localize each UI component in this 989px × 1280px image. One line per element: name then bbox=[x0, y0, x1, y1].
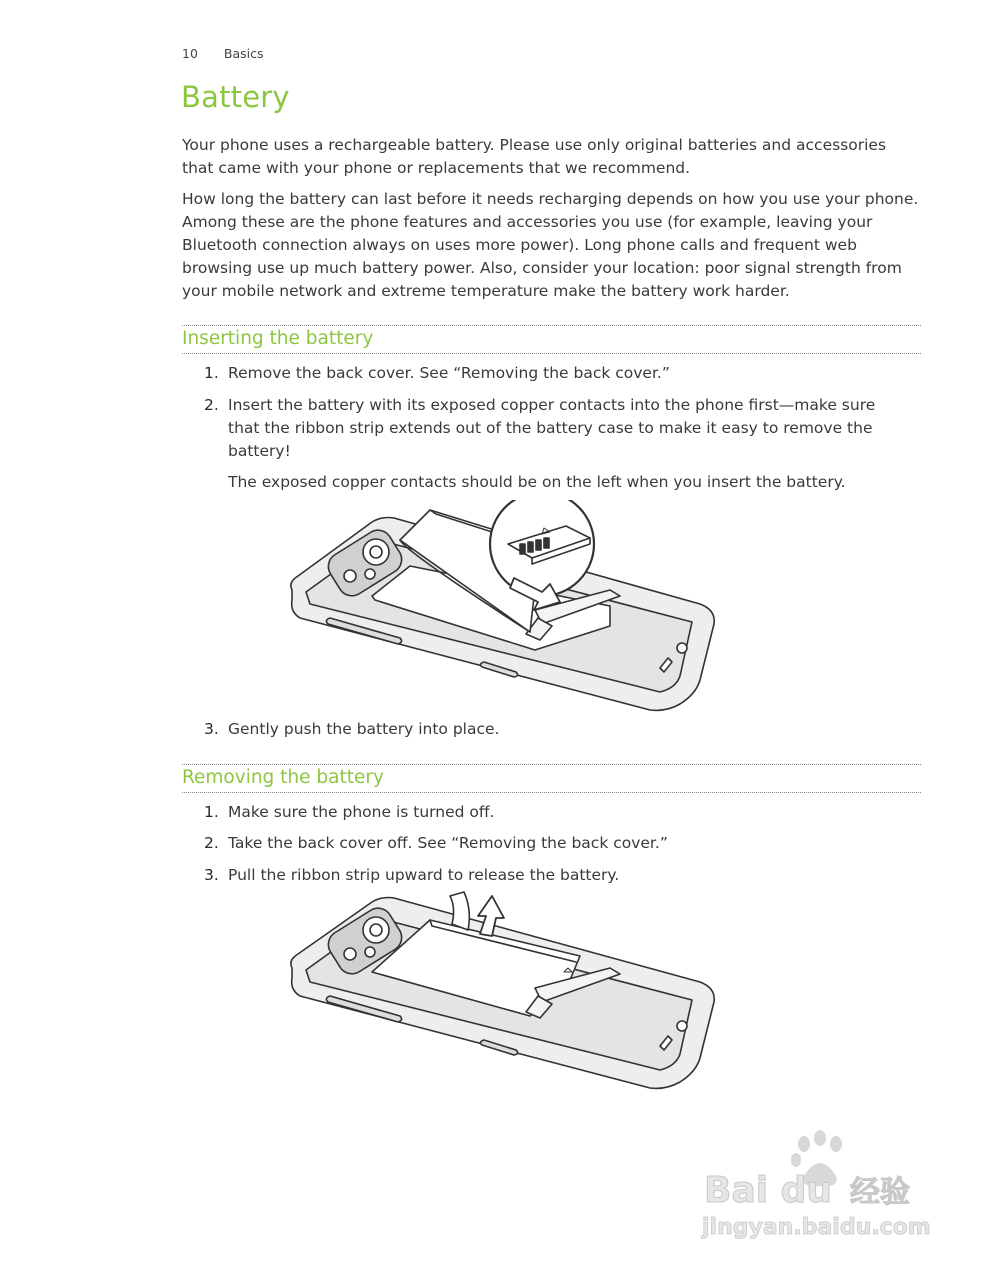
list-item bbox=[204, 394, 904, 463]
step-text: Pull the ribbon strip upward to release the battery. bbox=[228, 866, 620, 884]
step-number: 1. bbox=[204, 803, 219, 821]
watermark-url: jingyan.baidu.com bbox=[702, 1215, 931, 1240]
remove-battery-illustration bbox=[280, 890, 730, 1100]
page-number: 10 bbox=[182, 46, 198, 61]
step-note bbox=[204, 471, 904, 494]
section-name: Basics bbox=[223, 46, 264, 61]
ribbon-strip bbox=[450, 892, 469, 930]
note-text: The exposed copper contacts should be on the left when you insert the battery. bbox=[228, 473, 846, 491]
watermark bbox=[700, 1130, 940, 1250]
step-text: Take the back cover off. See “Removing the back cover.” bbox=[228, 834, 668, 852]
flash-icon bbox=[344, 570, 356, 582]
step-text: Insert the battery with its exposed copper contacts into the phone first—make sure that the ribbon strip extends out of the battery case to make it easy to remove the battery! bbox=[228, 396, 876, 460]
brand-logo-text: Bai du bbox=[704, 1170, 833, 1211]
brand-cn-text: 经验 bbox=[850, 1175, 910, 1210]
section-title: Inserting the battery bbox=[182, 328, 374, 349]
step-text: Gently push the battery into place. bbox=[228, 720, 500, 738]
list-item bbox=[204, 718, 904, 741]
running-header bbox=[182, 46, 264, 61]
flash-icon bbox=[344, 948, 356, 960]
camera-lens-icon bbox=[363, 539, 389, 565]
list-item bbox=[204, 362, 904, 385]
step-number: 2. bbox=[204, 396, 219, 414]
section-title: Removing the battery bbox=[182, 767, 384, 788]
step-text: Make sure the phone is turned off. bbox=[228, 803, 495, 821]
section-heading-inserting bbox=[182, 325, 921, 354]
section-heading-removing bbox=[182, 764, 921, 793]
headphone-jack-icon bbox=[677, 643, 687, 653]
list-item bbox=[204, 832, 904, 855]
step-number: 2. bbox=[204, 834, 219, 852]
intro-paragraph-2: How long the battery can last before it needs recharging depends on how you use your phone. Among these are the phone features and accessories you use (for example, leaving your Bluetooth connection always on uses more power). Long phone calls and frequent web browsing use up much battery power. Also, consider your location: poor signal strength from your mobile network and extreme temperature make the battery work harder. bbox=[182, 190, 919, 300]
camera-lens-icon bbox=[363, 917, 389, 943]
list-item bbox=[204, 864, 904, 887]
insert-battery-illustration bbox=[280, 500, 730, 720]
paw-logo-icon bbox=[700, 1130, 940, 1250]
headphone-jack-icon bbox=[677, 1021, 687, 1031]
step-number: 3. bbox=[204, 720, 219, 738]
list-item bbox=[204, 801, 904, 824]
page-title: Battery bbox=[181, 80, 290, 114]
step-number: 1. bbox=[204, 364, 219, 382]
intro-paragraph-1: Your phone uses a rechargeable battery. Please use only original batteries and accessories that came with your phone or replacements that we recommend. bbox=[182, 136, 887, 177]
step-text: Remove the back cover. See “Removing the back cover.” bbox=[228, 364, 670, 382]
step-number: 3. bbox=[204, 866, 219, 884]
